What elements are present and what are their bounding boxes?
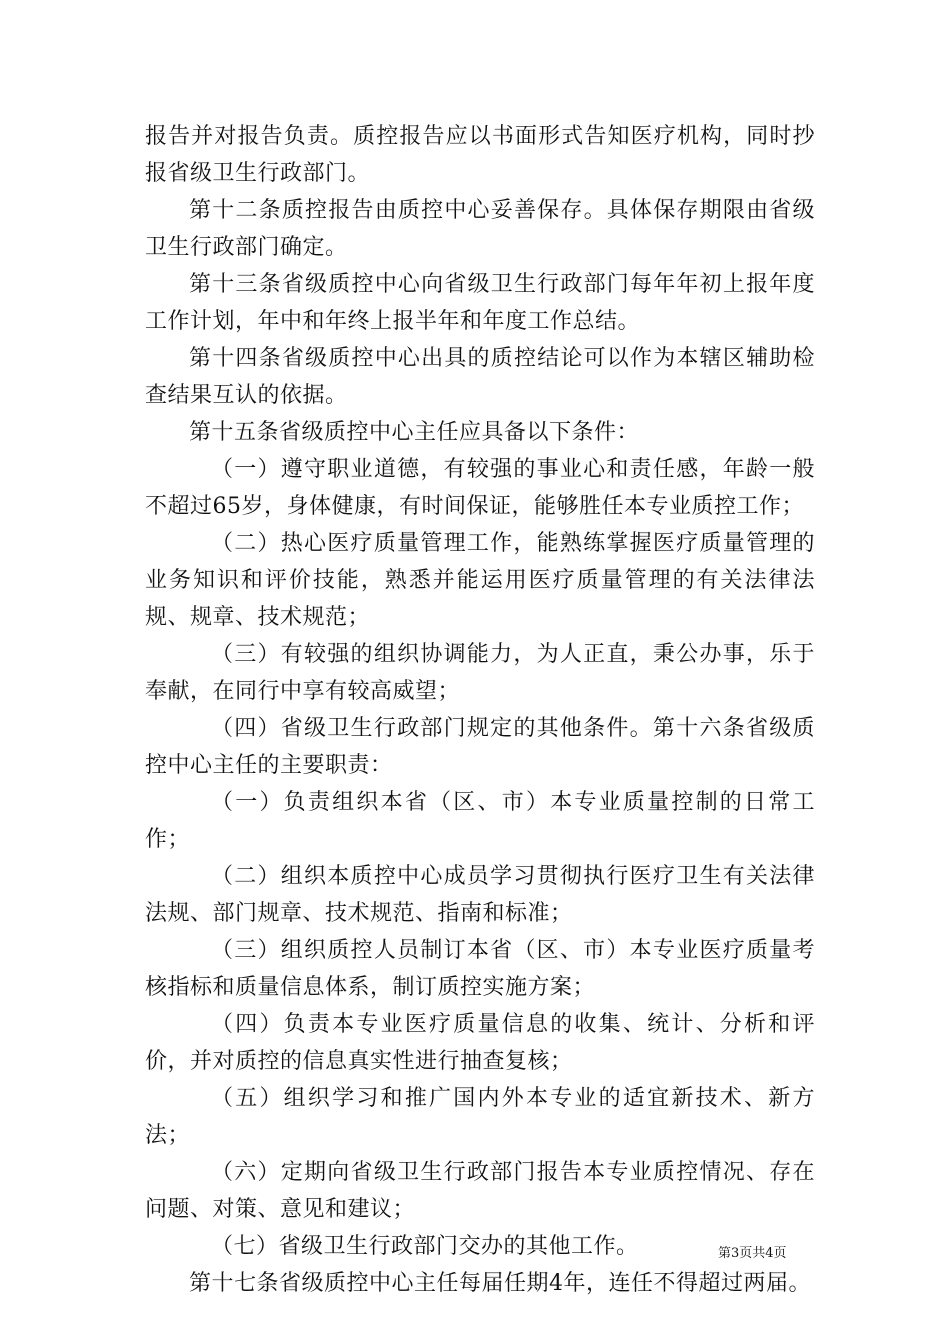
list-item-condition-1: （一）遵守职业道德，有较强的事业心和责任感，年龄一般不超过65岁，身体健康，有时间保证，能够胜任本专业质控工作；: [145, 457, 815, 519]
list-item-duty-5: （五）组织学习和推广国内外本专业的适宜新技术、新方法；: [145, 1086, 815, 1148]
page-number: 第3页共4页: [718, 1246, 787, 1261]
list-item-condition-2: （二）热心医疗质量管理工作，能熟练掌握医疗质量管理的业务知识和评价技能，熟悉并能运用医疗质量管理的有关法律法规、规章、技术规范；: [145, 531, 815, 630]
list-item-duty-3: （三）组织质控人员制订本省（区、市）本专业医疗质量考核指标和质量信息体系，制订质控实施方案；: [145, 938, 815, 1000]
paragraph-article-14: 第十四条省级质控中心出具的质控结论可以作为本辖区辅助检查结果互认的依据。: [145, 346, 815, 408]
list-item-duty-1: （一）负责组织本省（区、市）本专业质量控制的日常工作；: [145, 790, 815, 852]
paragraph-article-13: 第十三条省级质控中心向省级卫生行政部门每年年初上报年度工作计划，年中和年终上报半年和年度工作总结。: [145, 272, 815, 334]
list-item-duty-4: （四）负责本专业医疗质量信息的收集、统计、分析和评价，并对质控的信息真实性进行抽查复核；: [145, 1012, 815, 1074]
list-item-condition-4: （四）省级卫生行政部门规定的其他条件。第十六条省级质控中心主任的主要职责：: [145, 716, 815, 778]
list-item-duty-2: （二）组织本质控中心成员学习贯彻执行医疗卫生有关法律法规、部门规章、技术规范、指南和标准；: [145, 864, 815, 926]
list-item-condition-3: （三）有较强的组织协调能力，为人正直，秉公办事，乐于奉献，在同行中享有较高威望；: [145, 642, 815, 704]
document-body: [145, 118, 815, 1302]
paragraph-article-12: 第十二条质控报告由质控中心妥善保存。具体保存期限由省级卫生行政部门确定。: [145, 198, 815, 260]
paragraph-continuation: 报告并对报告负责。质控报告应以书面形式告知医疗机构，同时抄报省级卫生行政部门。: [145, 124, 815, 186]
paragraph-article-17: 第十七条省级质控中心主任每届任期4年，连任不得超过两届。: [189, 1271, 811, 1296]
paragraph-article-15: 第十五条省级质控中心主任应具备以下条件：: [189, 420, 640, 445]
list-item-duty-7: （七）省级卫生行政部门交办的其他工作。: [211, 1234, 639, 1259]
list-item-duty-6: （六）定期向省级卫生行政部门报告本专业质控情况、存在问题、对策、意见和建议；: [145, 1160, 815, 1222]
